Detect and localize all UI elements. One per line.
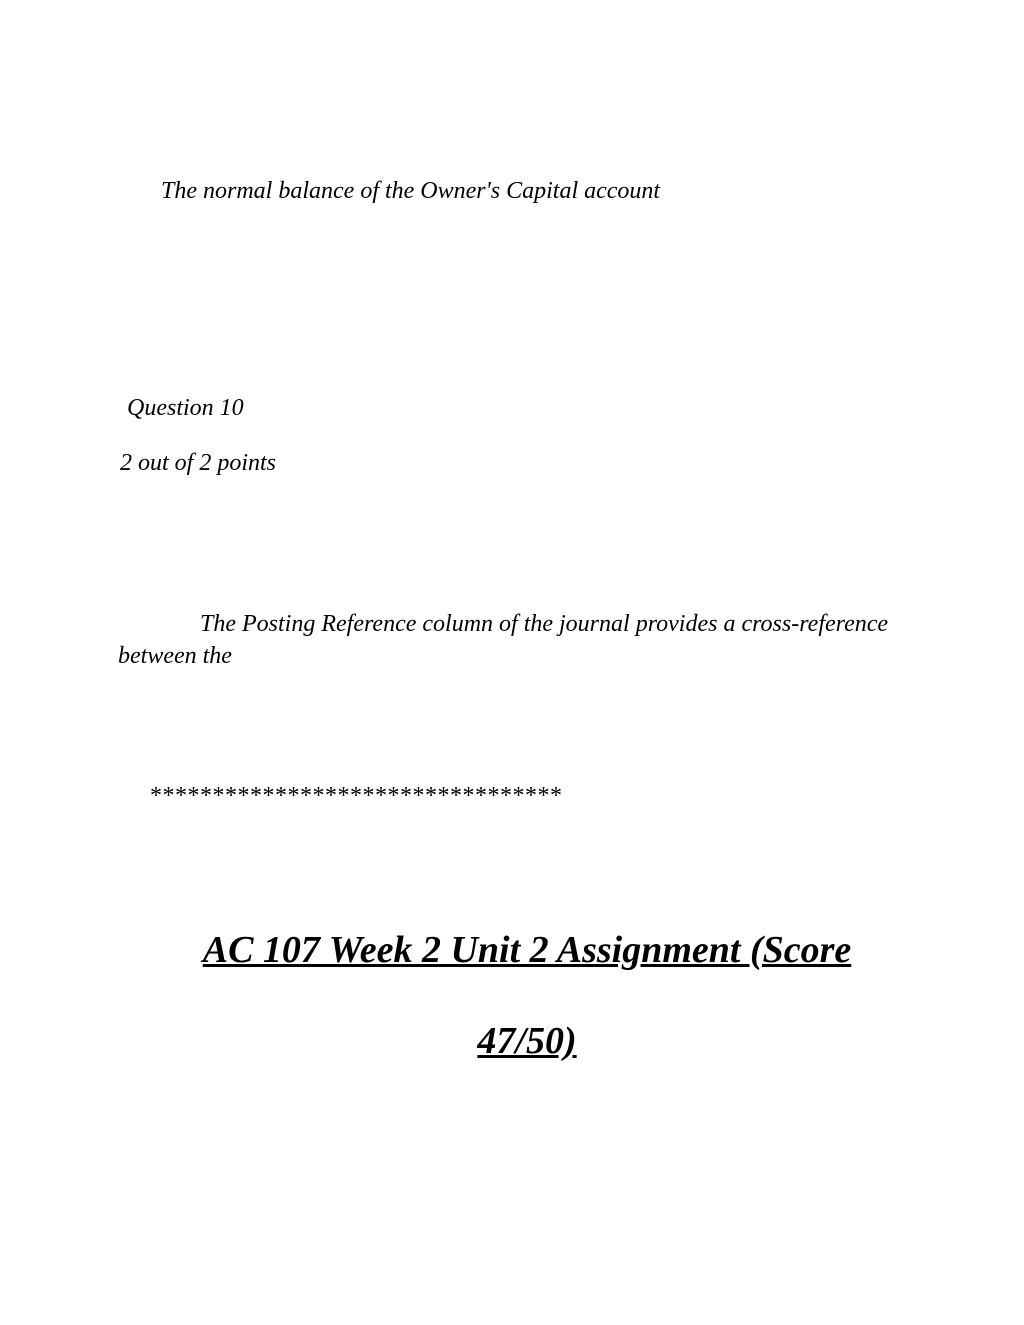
assignment-title-line1: AC 107 Week 2 Unit 2 Assignment (Score <box>202 929 852 971</box>
asterisk-separator: ********************************* <box>150 783 563 809</box>
assignment-title-line2: 47/50) <box>477 1020 577 1062</box>
question-text-owner-capital: The normal balance of the Owner's Capital account <box>161 178 661 204</box>
question-points: 2 out of 2 points <box>120 450 277 476</box>
question-text-posting-reference-content: The Posting Reference column of the journal provides a cross-reference between the <box>118 611 889 669</box>
question-label: Question 10 <box>127 395 244 421</box>
question-text-posting-reference <box>118 608 908 672</box>
